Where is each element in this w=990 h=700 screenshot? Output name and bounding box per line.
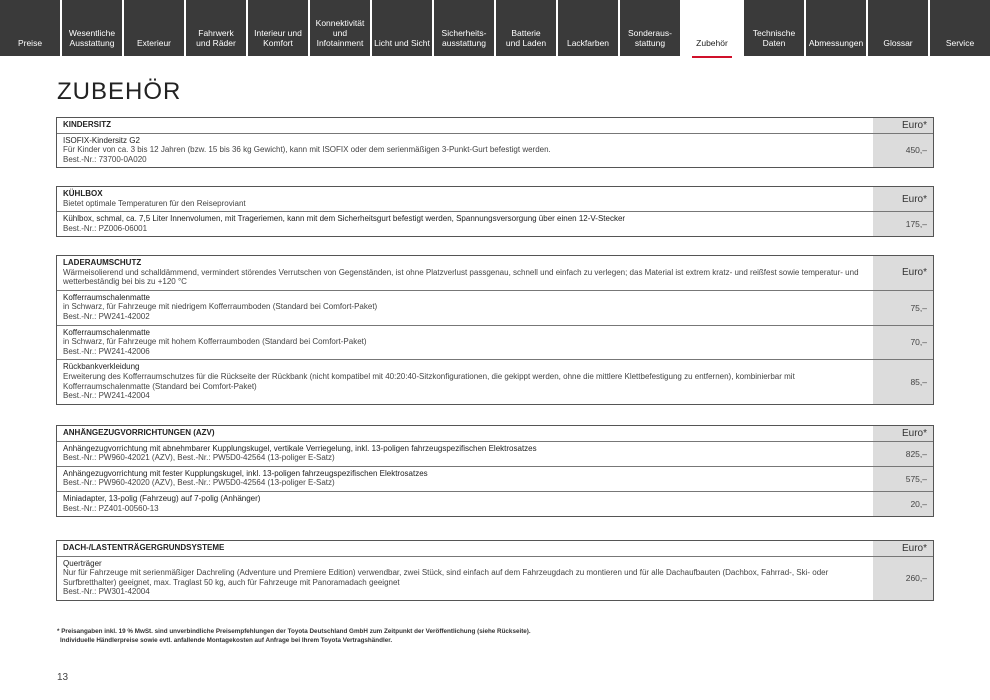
tab-label: Licht und Sicht [374,38,430,48]
section-heading: KINDERSITZ [63,120,111,129]
accessory-description [57,187,873,211]
accessory-description [57,442,873,466]
page-title: ZUBEHÖR [57,78,182,105]
accessory-name: ISOFIX-Kindersitz G2 [63,135,140,145]
accessory-detail: Best.-Nr.: 73700-0A020 [63,154,147,164]
section-heading: LADERAUMSCHUTZ [63,258,142,267]
section-header-row [57,426,933,441]
tab-label: Exterieur [136,38,171,48]
tab-label: Glossar [883,38,913,48]
accessory-section [56,255,934,405]
accessory-name: Anhängezugvorrichtung mit abnehmbarer Kupplungskugel, vertikale Verriegelung, inkl. 13-poligen fahrzeugspezifischen Elektrosatzes [63,443,537,453]
accessory-description [57,467,873,491]
accessory-detail: Best.-Nr.: PW301-42004 [63,587,150,597]
accessory-detail: in Schwarz, für Fahrzeuge mit niedrigem Kofferraumboden (Standard bei Comfort-Paket) [63,302,378,312]
tab-label: Abmessungen [808,38,864,48]
tab-label: Interieur und Komfort [254,28,302,48]
accessory-detail: Best.-Nr.: PZ401-00560-13 [63,503,159,513]
tab-abmessungen[interactable] [806,0,866,56]
accessory-name: Querträger [63,558,102,568]
section-header-row [57,187,933,211]
currency-header: Euro* [873,426,933,441]
tab-fahrwerk-und-räder[interactable] [186,0,246,56]
tab-lackfarben[interactable] [558,0,618,56]
tab-label: Preise [17,38,43,48]
tab-interieur-und-komfort[interactable] [248,0,308,56]
tab-glossar[interactable] [868,0,928,56]
tab-licht-und-sicht[interactable] [372,0,432,56]
accessory-name: Kofferraumschalenmatte [63,292,151,302]
currency-header: Euro* [873,256,933,290]
accessory-description [57,118,873,133]
accessory-description [57,541,873,556]
tab-label: Technische Daten [752,28,796,48]
tab-label: Fahrwerk und Räder [196,28,236,48]
accessory-row [57,290,933,325]
accessory-description [57,291,873,325]
accessory-detail: Erweiterung des Kofferraumschutzes für die Rückseite der Rückbank (nicht kompatibel mit 40:20:40-Sitzkonfigurationen, die gekippt werden, ohne die mittlere Klettbefestigung zu entfernen), kombinierbar mit Kofferraumschalenmatte (Standard bei Comfort-Paket) [63,371,795,391]
accessory-description [57,360,873,403]
accessory-name: Anhängezugvorrichtung mit fester Kupplungskugel, inkl. 13-poligen fahrzeugspezifischen Elektrosatzes [63,468,428,478]
tab-technische-daten[interactable] [744,0,804,56]
accessory-description [57,326,873,360]
tab-label: Lackfarben [566,38,610,48]
accessory-row [57,466,933,491]
section-heading: DACH-/LASTENTRÄGERGRUNDSYSTEME [63,543,225,552]
price-cell: 260,– [873,557,933,600]
accessory-section [56,425,934,517]
accessory-row [57,325,933,360]
accessory-description [57,557,873,600]
tab-sonderaus-stattung[interactable] [620,0,680,56]
currency-header: Euro* [873,187,933,211]
tab-batterie-und-laden[interactable] [496,0,556,56]
price-cell: 575,– [873,467,933,491]
section-header-row [57,256,933,290]
accessory-row [57,491,933,516]
accessory-row [57,441,933,466]
price-cell: 70,– [873,326,933,360]
accessory-description [57,256,873,290]
section-heading: ANHÄNGEZUGVORRICHTUNGEN (AZV) [63,428,215,437]
accessory-name: Kofferraumschalenmatte [63,327,151,337]
accessory-detail: Nur für Fahrzeuge mit serienmäßiger Dachreling (Adventure und Premiere Edition) verwendbar, zwei Stück, sind einfach auf dem Fahrzeugdach zu montieren und für alle Dachaufbauten (Dachbox, Fahrrad-, Ski- oder Surfbretthalter) geeignet, max. Traglast 50 kg, auch für Fahrzeuge mit Panoramadach geeignet [63,568,829,587]
tab-exterieur[interactable] [124,0,184,56]
accessory-section [56,540,934,601]
accessory-detail: Best.-Nr.: PZ006-06001 [63,223,148,233]
price-cell: 20,– [873,492,933,516]
accessory-row [57,133,933,168]
page-number: 13 [57,672,69,683]
tab-zubehör[interactable] [682,0,742,56]
section-header-row [57,118,933,133]
price-cell: 75,– [873,291,933,325]
tab-service[interactable] [930,0,990,56]
accessory-description [57,134,873,168]
currency-header: Euro* [873,118,933,133]
tab-preise[interactable] [0,0,60,56]
footnote-line-1: * Preisangaben inkl. 19 % MwSt. sind unverbindliche Preisempfehlungen der Toyota Deutschland GmbH zum Zeitpunkt der Veröffentlichung (siehe Rückseite). [57,628,531,635]
accessory-description [57,426,873,441]
tab-label: Zubehör [696,38,728,48]
accessory-row [57,359,933,403]
accessory-section [56,186,934,237]
accessory-row [57,556,933,600]
section-header-row [57,541,933,556]
tab-wesentliche-ausstattung[interactable] [62,0,122,56]
tab-label: Sonderaus- stattung [628,28,672,48]
accessory-detail: Best.-Nr.: PW241-42004 [63,391,150,401]
footnote-line-2: Individuelle Händlerpreise sowie evtl. anfallende Montagekosten auf Anfrage bei Ihrem Toyota Vertragshändler. [60,637,393,644]
currency-header: Euro* [873,541,933,556]
price-cell: 85,– [873,360,933,403]
accessory-row [57,211,933,236]
accessory-detail: Best.-Nr.: PW960-42021 (AZV), Best.-Nr.: PW5D0-42564 (13-poliger E-Satz) [63,453,335,463]
tab-label: Wesentliche Ausstattung [68,28,116,48]
accessory-detail: Bietet optimale Temperaturen für den Reiseproviant [63,198,246,208]
tab-label: Service [945,38,975,48]
tab-label: Batterie und Laden [505,28,547,48]
accessory-name: Rückbankverkleidung [63,362,140,372]
tab-sicherheits-ausstattung[interactable] [434,0,494,56]
active-tab-indicator [692,56,732,58]
price-footnote [57,627,531,645]
price-cell: 825,– [873,442,933,466]
accessory-description [57,212,873,236]
accessory-description [57,492,873,516]
section-heading: KÜHLBOX [63,189,103,198]
section-navigation [0,0,990,56]
accessory-detail: in Schwarz, für Fahrzeuge mit hohem Kofferraumboden (Standard bei Comfort-Paket) [63,337,367,347]
accessory-detail: Wärmeisolierend und schalldämmend, vermindert störendes Verrutschen von Gegenständen, ist ohne Platzverlust passgenau, schnell und einfach zu verlegen; das Material ist extrem kratz- und reißfest sowie temperatur- und wetterbeständig bei bis zu +120 °C [63,267,859,287]
accessory-detail: Für Kinder von ca. 3 bis 12 Jahren (bzw. 15 bis 36 kg Gewicht), kann mit ISOFIX oder dem serienmäßigen 3-Punkt-Gurt befestigt werden. [63,145,551,155]
tab-konnektivität-und-infotainment[interactable] [310,0,370,56]
tab-label: Sicherheits- ausstattung [441,28,487,48]
accessory-section [56,117,934,168]
accessory-name: Miniadapter, 13-polig (Fahrzeug) auf 7-polig (Anhänger) [63,493,261,503]
tab-label: Konnektivität und Infotainment [315,18,365,48]
accessory-detail: Best.-Nr.: PW960-42020 (AZV), Best.-Nr.: PW5D0-42564 (13-poliger E-Satz) [63,478,335,488]
price-cell: 175,– [873,212,933,236]
accessory-detail: Best.-Nr.: PW241-42006 [63,346,150,356]
price-cell: 450,– [873,134,933,168]
accessory-detail: Best.-Nr.: PW241-42002 [63,311,150,321]
accessory-name: Kühlbox, schmal, ca. 7,5 Liter Innenvolumen, mit Trageriemen, kann mit dem Sicherheitsgurt befestigt werden, Spannungsversorgung über einen 12-V-Stecker [63,214,626,224]
